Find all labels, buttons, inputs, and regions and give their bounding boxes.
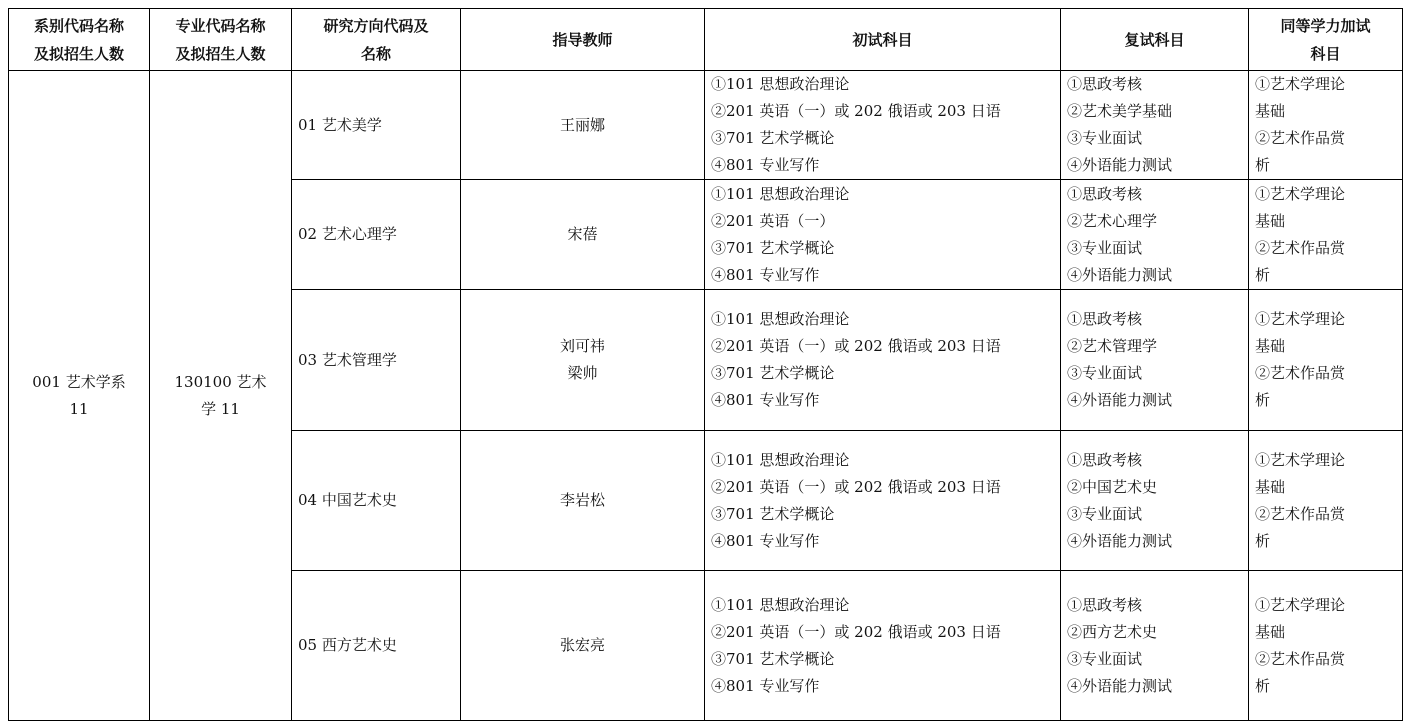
header-equivalent-line-2: 科目 bbox=[1310, 44, 1341, 63]
equivalent-item: ②艺术作品赏 bbox=[1255, 649, 1346, 668]
header-equivalent-line-1: 同等学力加试 bbox=[1280, 16, 1371, 35]
header-direction bbox=[292, 9, 461, 71]
equivalent-item: ②艺术作品赏 bbox=[1255, 504, 1346, 523]
prelim-cell bbox=[705, 571, 1061, 721]
header-major-line-2: 及拟招生人数 bbox=[175, 44, 266, 63]
equivalent-cell bbox=[1249, 71, 1403, 180]
equivalent-item: ①艺术学理论 bbox=[1255, 310, 1346, 328]
advisor-name: 王丽娜 bbox=[559, 115, 605, 134]
direction-cell: 04 中国艺术史 bbox=[292, 431, 461, 571]
advisor-cell bbox=[461, 71, 705, 180]
table-row bbox=[9, 71, 1403, 180]
prelim-item: ①101 思想政治理论 bbox=[711, 595, 850, 614]
prelim-cell bbox=[705, 180, 1061, 290]
equivalent-cell bbox=[1249, 180, 1403, 290]
prelim-item: ②201 英语（一） bbox=[711, 211, 835, 230]
major-quota: 学 11 bbox=[201, 399, 240, 418]
advisor-name: 刘可祎 bbox=[559, 337, 605, 355]
program-table bbox=[8, 8, 1403, 721]
prelim-item: ②201 英语（一）或 202 俄语或 203 日语 bbox=[711, 337, 1001, 355]
direction-cell: 01 艺术美学 bbox=[292, 71, 461, 180]
retest-item: ①思政考核 bbox=[1067, 310, 1143, 328]
header-equivalent bbox=[1249, 9, 1403, 71]
header-dept-line-1: 系别代码名称 bbox=[33, 16, 124, 35]
direction-cell: 02 艺术心理学 bbox=[292, 180, 461, 290]
retest-cell bbox=[1061, 431, 1249, 571]
prelim-item: ④801 专业写作 bbox=[711, 676, 820, 695]
equivalent-item: ①艺术学理论 bbox=[1255, 184, 1346, 203]
retest-item: ②西方艺术史 bbox=[1067, 622, 1158, 641]
header-row bbox=[9, 9, 1403, 71]
prelim-item: ③701 艺术学概论 bbox=[711, 364, 835, 382]
advisor-name: 张宏亮 bbox=[559, 636, 605, 654]
prelim-item: ③701 艺术学概论 bbox=[711, 649, 835, 668]
header-dept bbox=[9, 9, 150, 71]
prelim-item: ③701 艺术学概论 bbox=[711, 504, 835, 523]
prelim-item: ①101 思想政治理论 bbox=[711, 75, 850, 93]
retest-item: ③专业面试 bbox=[1067, 238, 1143, 257]
equivalent-item: ②艺术作品赏 bbox=[1255, 238, 1346, 257]
equivalent-item: ①艺术学理论 bbox=[1255, 595, 1346, 614]
equivalent-item: ②艺术作品赏 bbox=[1255, 129, 1346, 147]
prelim-cell bbox=[705, 431, 1061, 571]
equivalent-item: 基础 bbox=[1255, 102, 1286, 120]
prelim-item: ③701 艺术学概论 bbox=[711, 238, 835, 257]
header-direction-line-1: 研究方向代码及 bbox=[323, 16, 429, 35]
retest-item: ②艺术美学基础 bbox=[1067, 102, 1173, 120]
advisor-name: 李岩松 bbox=[559, 491, 605, 509]
retest-item: ①思政考核 bbox=[1067, 595, 1143, 614]
retest-item: ④外语能力测试 bbox=[1067, 156, 1173, 174]
advisor-cell bbox=[461, 431, 705, 571]
advisor-cell bbox=[461, 571, 705, 721]
dept-cell bbox=[9, 71, 150, 721]
equivalent-item: 析 bbox=[1255, 531, 1271, 550]
advisor-cell bbox=[461, 180, 705, 290]
retest-item: ①思政考核 bbox=[1067, 75, 1143, 93]
dept-name: 001 艺术学系 bbox=[32, 372, 126, 391]
equivalent-cell bbox=[1249, 431, 1403, 571]
retest-item: ③专业面试 bbox=[1067, 129, 1143, 147]
header-major bbox=[150, 9, 292, 71]
retest-cell bbox=[1061, 571, 1249, 721]
prelim-item: ④801 专业写作 bbox=[711, 265, 820, 284]
major-name: 130100 艺术 bbox=[174, 372, 267, 391]
equivalent-item: 基础 bbox=[1255, 211, 1286, 230]
prelim-cell bbox=[705, 71, 1061, 180]
retest-item: ④外语能力测试 bbox=[1067, 531, 1173, 550]
equivalent-item: 基础 bbox=[1255, 337, 1286, 355]
direction-cell: 03 艺术管理学 bbox=[292, 290, 461, 431]
retest-item: ②艺术管理学 bbox=[1067, 337, 1158, 355]
prelim-item: ②201 英语（一）或 202 俄语或 203 日语 bbox=[711, 622, 1001, 641]
retest-item: ③专业面试 bbox=[1067, 364, 1143, 382]
retest-item: ③专业面试 bbox=[1067, 649, 1143, 668]
retest-cell bbox=[1061, 290, 1249, 431]
retest-cell bbox=[1061, 71, 1249, 180]
advisor-cell bbox=[461, 290, 705, 431]
prelim-item: ①101 思想政治理论 bbox=[711, 450, 850, 469]
prelim-item: ②201 英语（一）或 202 俄语或 203 日语 bbox=[711, 477, 1001, 496]
advisor-name: 宋蓓 bbox=[567, 225, 598, 243]
dept-quota: 11 bbox=[69, 399, 89, 418]
major-cell bbox=[150, 71, 292, 721]
prelim-item: ①101 思想政治理论 bbox=[711, 184, 850, 203]
prelim-item: ④801 专业写作 bbox=[711, 531, 820, 550]
retest-item: ④外语能力测试 bbox=[1067, 391, 1173, 409]
equivalent-item: 析 bbox=[1255, 676, 1271, 695]
equivalent-item: 析 bbox=[1255, 156, 1271, 174]
retest-item: ①思政考核 bbox=[1067, 184, 1143, 203]
retest-item: ④外语能力测试 bbox=[1067, 265, 1173, 284]
direction-cell: 05 西方艺术史 bbox=[292, 571, 461, 721]
header-major-line-1: 专业代码名称 bbox=[175, 16, 266, 35]
prelim-item: ④801 专业写作 bbox=[711, 156, 820, 174]
prelim-item: ①101 思想政治理论 bbox=[711, 310, 850, 328]
retest-item: ④外语能力测试 bbox=[1067, 676, 1173, 695]
header-retest: 复试科目 bbox=[1061, 9, 1249, 71]
equivalent-item: 基础 bbox=[1255, 477, 1286, 496]
equivalent-item: 析 bbox=[1255, 391, 1271, 409]
equivalent-item: ②艺术作品赏 bbox=[1255, 364, 1346, 382]
header-advisor: 指导教师 bbox=[461, 9, 705, 71]
retest-item: ②中国艺术史 bbox=[1067, 477, 1158, 496]
header-dept-line-2: 及拟招生人数 bbox=[33, 44, 124, 63]
retest-item: ③专业面试 bbox=[1067, 504, 1143, 523]
equivalent-item: ①艺术学理论 bbox=[1255, 450, 1346, 469]
prelim-item: ④801 专业写作 bbox=[711, 391, 820, 409]
equivalent-cell bbox=[1249, 290, 1403, 431]
header-prelim: 初试科目 bbox=[705, 9, 1061, 71]
header-direction-line-2: 名称 bbox=[360, 44, 391, 63]
retest-cell bbox=[1061, 180, 1249, 290]
prelim-item: ②201 英语（一）或 202 俄语或 203 日语 bbox=[711, 102, 1001, 120]
advisor-name: 梁帅 bbox=[567, 364, 598, 382]
retest-item: ①思政考核 bbox=[1067, 450, 1143, 469]
prelim-cell bbox=[705, 290, 1061, 431]
equivalent-item: 基础 bbox=[1255, 622, 1286, 641]
equivalent-item: ①艺术学理论 bbox=[1255, 75, 1346, 93]
retest-item: ②艺术心理学 bbox=[1067, 211, 1158, 230]
equivalent-item: 析 bbox=[1255, 265, 1271, 284]
equivalent-cell bbox=[1249, 571, 1403, 721]
prelim-item: ③701 艺术学概论 bbox=[711, 129, 835, 147]
